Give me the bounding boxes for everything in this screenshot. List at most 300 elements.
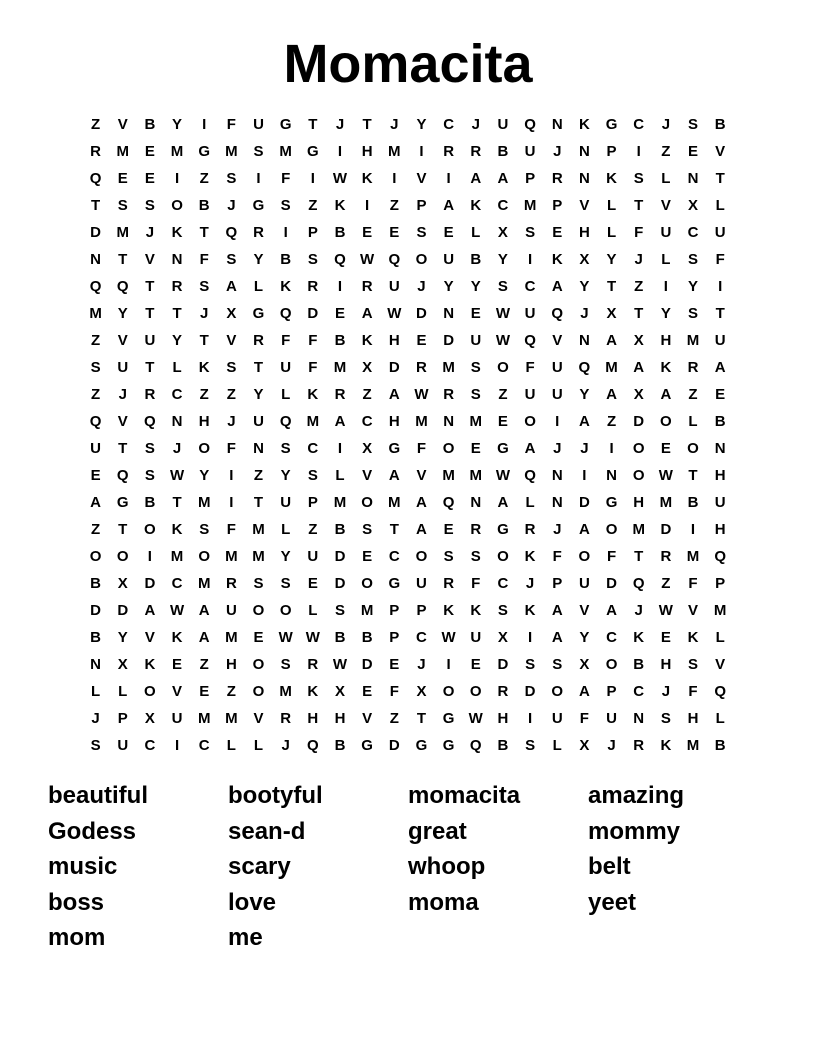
- grid-cell: F: [471, 575, 481, 592]
- grid-cell: L: [715, 629, 725, 646]
- grid-cell: P: [606, 683, 617, 700]
- grid-cell: A: [578, 521, 590, 538]
- grid-cell: Y: [280, 467, 291, 484]
- grid-cell: J: [553, 143, 562, 160]
- grid-row: [82, 570, 734, 597]
- grid-cell: G: [388, 575, 401, 592]
- grid-row: [82, 381, 734, 408]
- grid-cell: U: [470, 629, 482, 646]
- grid-cell: Q: [306, 737, 319, 754]
- grid-cell: I: [337, 278, 343, 295]
- grid-cell: S: [470, 359, 481, 376]
- grid-cell: I: [718, 278, 723, 295]
- grid-cell: E: [416, 332, 427, 349]
- grid-cell: T: [199, 332, 209, 349]
- grid-cell: P: [307, 494, 318, 511]
- grid-cell: J: [553, 521, 562, 538]
- grid-cell: R: [443, 386, 455, 403]
- grid-row: [82, 408, 734, 435]
- grid-cell: N: [578, 332, 590, 349]
- grid-cell: U: [524, 386, 536, 403]
- grid-cell: N: [90, 656, 101, 673]
- grid-cell: X: [633, 332, 644, 349]
- grid-cell: U: [307, 548, 319, 565]
- grid-cell: K: [524, 602, 536, 619]
- grid-cell: I: [337, 440, 343, 457]
- grid-cell: X: [633, 386, 644, 403]
- grid-cell: T: [634, 548, 644, 565]
- grid-cell: K: [578, 116, 590, 133]
- grid-cell: Y: [172, 332, 183, 349]
- grid-cell: E: [470, 656, 481, 673]
- grid-cell: N: [551, 116, 563, 133]
- grid-cell: M: [659, 494, 673, 511]
- word-list-item: beautiful: [48, 782, 148, 809]
- page-title: Momacita: [283, 34, 533, 94]
- grid-cell: I: [392, 170, 397, 187]
- grid-cell: R: [633, 737, 645, 754]
- word-list-item: mommy: [588, 817, 681, 845]
- grid-cell: B: [714, 413, 726, 430]
- grid-cell: M: [225, 548, 238, 565]
- grid-cell: Q: [116, 278, 129, 295]
- grid-cell: D: [524, 683, 536, 700]
- grid-cell: M: [306, 413, 320, 430]
- grid-cell: S: [688, 116, 699, 133]
- grid-cell: V: [579, 602, 590, 619]
- grid-cell: U: [524, 305, 536, 322]
- grid-cell: A: [470, 170, 482, 187]
- grid-cell: W: [169, 467, 185, 484]
- grid-cell: K: [171, 629, 183, 646]
- grid-cell: V: [117, 116, 128, 133]
- grid-cell: H: [578, 224, 590, 241]
- grid-cell: H: [307, 710, 319, 727]
- grid-cell: B: [470, 251, 482, 268]
- grid-cell: W: [468, 710, 483, 727]
- grid-cell: M: [225, 143, 238, 160]
- grid-cell: F: [281, 170, 291, 187]
- grid-cell: U: [470, 332, 482, 349]
- grid-row: [82, 678, 734, 705]
- grid-cell: B: [144, 116, 156, 133]
- grid-cell: U: [497, 116, 509, 133]
- grid-cell: M: [388, 494, 401, 511]
- grid-cell: O: [116, 548, 129, 565]
- grid-cell: Q: [714, 683, 726, 700]
- grid-cell: O: [171, 197, 183, 214]
- grid-cell: E: [470, 440, 481, 457]
- grid-cell: T: [145, 278, 155, 295]
- grid-cell: S: [199, 521, 210, 538]
- grid-cell: U: [388, 278, 400, 295]
- grid-cell: M: [116, 143, 129, 160]
- grid-cell: U: [171, 710, 183, 727]
- grid-cell: R: [253, 224, 264, 241]
- grid-cell: C: [633, 116, 645, 133]
- grid-cell: N: [171, 413, 183, 430]
- grid-cell: R: [470, 143, 482, 160]
- grid-cell: Q: [524, 332, 536, 349]
- grid-cell: M: [252, 521, 265, 538]
- grid-cell: U: [714, 224, 726, 241]
- grid-cell: U: [416, 575, 427, 592]
- grid-cell: H: [198, 413, 210, 430]
- grid-cell: U: [253, 413, 264, 430]
- grid-cell: P: [416, 197, 427, 214]
- grid-cell: J: [227, 413, 236, 430]
- grid-cell: Q: [225, 224, 238, 241]
- grid-cell: T: [634, 197, 644, 214]
- grid-cell: Q: [89, 413, 102, 430]
- grid-cell: Z: [226, 683, 236, 700]
- grid-cell: M: [605, 359, 618, 376]
- grid-cell: F: [606, 548, 617, 565]
- word-list-item: belt: [588, 853, 631, 880]
- grid-cell: N: [470, 494, 482, 511]
- grid-cell: R: [551, 170, 563, 187]
- grid-cell: T: [145, 305, 155, 322]
- grid-cell: B: [334, 629, 346, 646]
- grid-cell: F: [416, 440, 427, 457]
- grid-cell: A: [578, 413, 590, 430]
- grid-cell: U: [144, 332, 156, 349]
- grid-cell: A: [225, 278, 237, 295]
- grid-cell: M: [686, 737, 700, 754]
- grid-cell: Z: [661, 575, 671, 592]
- grid-cell: N: [253, 440, 264, 457]
- grid-cell: L: [525, 494, 535, 511]
- grid-cell: J: [661, 683, 671, 700]
- grid-cell: L: [281, 521, 291, 538]
- grid-cell: I: [527, 629, 533, 646]
- grid-row: [82, 651, 734, 678]
- grid-cell: X: [362, 440, 373, 457]
- grid-cell: L: [226, 737, 236, 754]
- grid-cell: W: [414, 386, 429, 403]
- word-list-item: bootyful: [228, 782, 323, 809]
- grid-cell: I: [229, 467, 234, 484]
- grid-cell: B: [90, 575, 101, 592]
- grid-cell: Q: [388, 251, 401, 268]
- grid-cell: W: [305, 629, 320, 646]
- grid-cell: S: [660, 710, 671, 727]
- grid-cell: M: [279, 143, 292, 160]
- grid-cell: D: [117, 602, 129, 619]
- grid-cell: E: [172, 656, 183, 673]
- grid-cell: N: [443, 305, 455, 322]
- grid-cell: K: [307, 683, 319, 700]
- grid-cell: C: [687, 224, 699, 241]
- grid-cell: C: [443, 116, 455, 133]
- grid-cell: M: [197, 494, 211, 511]
- grid-cell: C: [524, 278, 536, 295]
- grid-cell: T: [118, 251, 128, 268]
- grid-cell: X: [144, 710, 155, 727]
- grid-cell: G: [198, 143, 211, 160]
- letter-grid: [82, 111, 734, 759]
- grid-cell: T: [715, 170, 725, 187]
- grid-cell: H: [687, 710, 699, 727]
- grid-cell: H: [660, 656, 672, 673]
- grid-cell: N: [578, 170, 590, 187]
- grid-cell: S: [280, 575, 291, 592]
- grid-cell: O: [442, 683, 455, 700]
- grid-cell: U: [578, 575, 590, 592]
- word-list: [48, 778, 768, 956]
- grid-cell: H: [497, 710, 509, 727]
- grid-row: [82, 435, 734, 462]
- grid-cell: S: [280, 197, 291, 214]
- grid-cell: C: [606, 629, 617, 646]
- word-list-item: sean-d: [228, 817, 306, 845]
- grid-cell: B: [280, 251, 292, 268]
- grid-cell: Y: [117, 629, 128, 646]
- word-list-item: love: [228, 888, 277, 916]
- grid-cell: S: [633, 170, 644, 187]
- grid-cell: K: [524, 548, 536, 565]
- grid-row: [82, 489, 734, 516]
- grid-cell: H: [633, 494, 645, 511]
- grid-cell: Y: [606, 251, 617, 268]
- grid-row: [82, 597, 734, 624]
- grid-cell: X: [497, 629, 508, 646]
- grid-cell: S: [280, 656, 291, 673]
- grid-cell: Y: [688, 278, 699, 295]
- grid-cell: Q: [551, 305, 564, 322]
- grid-cell: O: [469, 683, 482, 700]
- grid-cell: M: [197, 575, 211, 592]
- grid-cell: F: [226, 116, 236, 133]
- grid-cell: R: [307, 656, 319, 673]
- grid-cell: E: [660, 440, 671, 457]
- grid-cell: B: [714, 116, 726, 133]
- grid-cell: O: [660, 413, 672, 430]
- grid-cell: O: [687, 440, 699, 457]
- grid-cell: D: [388, 737, 400, 754]
- grid-cell: S: [144, 467, 155, 484]
- grid-cell: M: [713, 602, 727, 619]
- grid-cell: Z: [661, 143, 671, 160]
- grid-cell: S: [144, 197, 155, 214]
- grid-cell: Q: [144, 413, 156, 430]
- grid-cell: D: [578, 494, 590, 511]
- grid-cell: E: [470, 305, 481, 322]
- grid-cell: K: [198, 359, 210, 376]
- grid-cell: B: [334, 521, 346, 538]
- grid-cell: E: [389, 656, 400, 673]
- grid-cell: O: [605, 656, 618, 673]
- grid-cell: A: [497, 494, 509, 511]
- grid-cell: L: [253, 278, 264, 295]
- grid-cell: G: [252, 197, 265, 214]
- grid-cell: F: [199, 251, 209, 268]
- grid-cell: U: [117, 737, 129, 754]
- grid-cell: Y: [117, 305, 128, 322]
- grid-cell: C: [361, 413, 373, 430]
- grid-cell: A: [361, 305, 373, 322]
- grid-cell: S: [552, 656, 563, 673]
- grid-cell: D: [443, 332, 455, 349]
- grid-cell: R: [443, 575, 455, 592]
- grid-cell: E: [334, 305, 345, 322]
- grid-cell: I: [256, 170, 261, 187]
- grid-cell: K: [660, 737, 672, 754]
- grid-cell: H: [225, 656, 237, 673]
- grid-cell: D: [660, 521, 672, 538]
- grid-cell: O: [578, 548, 591, 565]
- grid-cell: Q: [279, 413, 292, 430]
- grid-cell: K: [361, 170, 373, 187]
- grid-cell: U: [606, 710, 617, 727]
- grid-cell: U: [524, 143, 536, 160]
- grid-cell: D: [388, 359, 400, 376]
- grid-cell: V: [117, 332, 128, 349]
- grid-cell: I: [527, 251, 533, 268]
- grid-cell: H: [714, 521, 726, 538]
- grid-cell: V: [172, 683, 183, 700]
- grid-cell: K: [470, 197, 482, 214]
- grid-cell: S: [688, 305, 699, 322]
- word-list-item: boss: [48, 888, 105, 916]
- grid-cell: B: [497, 737, 509, 754]
- grid-row: [82, 138, 734, 165]
- grid-cell: L: [661, 251, 671, 268]
- word-list-item: moma: [408, 888, 479, 916]
- grid-cell: S: [497, 278, 508, 295]
- grid-cell: F: [579, 710, 589, 727]
- grid-cell: G: [388, 440, 401, 457]
- grid-cell: U: [117, 359, 129, 376]
- grid-cell: L: [308, 602, 318, 619]
- grid-cell: I: [690, 521, 696, 538]
- grid-cell: B: [198, 197, 210, 214]
- grid-cell: Q: [632, 575, 645, 592]
- grid-cell: L: [281, 386, 291, 403]
- grid-cell: I: [555, 413, 560, 430]
- grid-cell: E: [443, 224, 454, 241]
- grid-cell: V: [226, 332, 237, 349]
- grid-row: [82, 327, 734, 354]
- grid-cell: Q: [442, 494, 455, 511]
- grid-cell: R: [443, 143, 455, 160]
- grid-cell: O: [279, 602, 292, 619]
- grid-cell: P: [525, 170, 536, 187]
- grid-cell: E: [307, 575, 318, 592]
- grid-cell: N: [606, 467, 617, 484]
- grid-cell: O: [605, 521, 618, 538]
- grid-cell: P: [552, 575, 563, 592]
- grid-cell: V: [579, 197, 590, 214]
- grid-cell: R: [171, 278, 183, 295]
- grid-cell: J: [335, 116, 345, 133]
- grid-cell: S: [443, 548, 454, 565]
- grid-cell: H: [660, 332, 672, 349]
- grid-cell: Y: [579, 629, 590, 646]
- grid-cell: E: [660, 629, 671, 646]
- grid-cell: O: [198, 440, 211, 457]
- grid-cell: T: [172, 305, 182, 322]
- word-list-item: Godess: [48, 817, 137, 845]
- grid-cell: N: [443, 413, 455, 430]
- grid-cell: S: [226, 251, 237, 268]
- grid-cell: V: [715, 143, 726, 160]
- grid-cell: J: [281, 737, 290, 754]
- grid-cell: P: [389, 629, 400, 646]
- grid-cell: T: [416, 710, 427, 727]
- grid-cell: A: [606, 386, 617, 403]
- grid-row: [82, 300, 734, 327]
- grid-cell: R: [334, 386, 346, 403]
- grid-cell: O: [198, 548, 211, 565]
- grid-cell: S: [253, 575, 264, 592]
- grid-cell: J: [417, 278, 426, 295]
- grid-cell: O: [497, 359, 509, 376]
- grid-cell: D: [416, 305, 427, 322]
- grid-cell: F: [308, 332, 318, 349]
- grid-row: [82, 732, 734, 759]
- grid-cell: A: [334, 413, 346, 430]
- grid-cell: A: [606, 332, 617, 349]
- grid-cell: O: [524, 413, 536, 430]
- grid-cell: S: [280, 440, 291, 457]
- grid-cell: A: [144, 602, 156, 619]
- grid-cell: S: [226, 359, 237, 376]
- grid-cell: U: [90, 440, 101, 457]
- grid-cell: I: [174, 737, 180, 754]
- grid-cell: L: [471, 224, 481, 241]
- grid-cell: O: [144, 683, 156, 700]
- grid-cell: W: [658, 602, 673, 619]
- grid-cell: B: [633, 656, 645, 673]
- grid-cell: K: [551, 251, 563, 268]
- grid-cell: H: [361, 143, 373, 160]
- grid-cell: I: [337, 143, 343, 160]
- grid-cell: O: [89, 548, 102, 565]
- grid-cell: A: [443, 197, 455, 214]
- grid-row: [82, 462, 734, 489]
- grid-cell: D: [633, 413, 645, 430]
- grid-cell: I: [365, 197, 370, 214]
- grid-cell: U: [660, 224, 672, 241]
- grid-cell: Z: [199, 386, 209, 403]
- grid-cell: S: [334, 602, 345, 619]
- grid-cell: B: [334, 224, 346, 241]
- grid-cell: R: [470, 521, 482, 538]
- grid-cell: R: [144, 386, 156, 403]
- grid-cell: X: [688, 197, 699, 214]
- grid-cell: I: [446, 656, 451, 673]
- grid-cell: A: [551, 629, 563, 646]
- grid-cell: J: [580, 305, 589, 322]
- grid-cell: N: [171, 251, 183, 268]
- grid-cell: I: [609, 440, 614, 457]
- grid-cell: K: [361, 332, 373, 349]
- grid-cell: Z: [199, 656, 209, 673]
- grid-cell: M: [415, 413, 428, 430]
- grid-cell: A: [388, 467, 400, 484]
- grid-cell: P: [389, 602, 400, 619]
- grid-cell: Q: [279, 305, 292, 322]
- grid-row: [82, 246, 734, 273]
- grid-cell: F: [226, 440, 236, 457]
- grid-cell: P: [606, 143, 617, 160]
- grid-cell: K: [307, 386, 319, 403]
- grid-cell: T: [688, 467, 698, 484]
- grid-cell: E: [552, 224, 563, 241]
- grid-cell: M: [360, 602, 374, 619]
- grid-cell: T: [715, 305, 725, 322]
